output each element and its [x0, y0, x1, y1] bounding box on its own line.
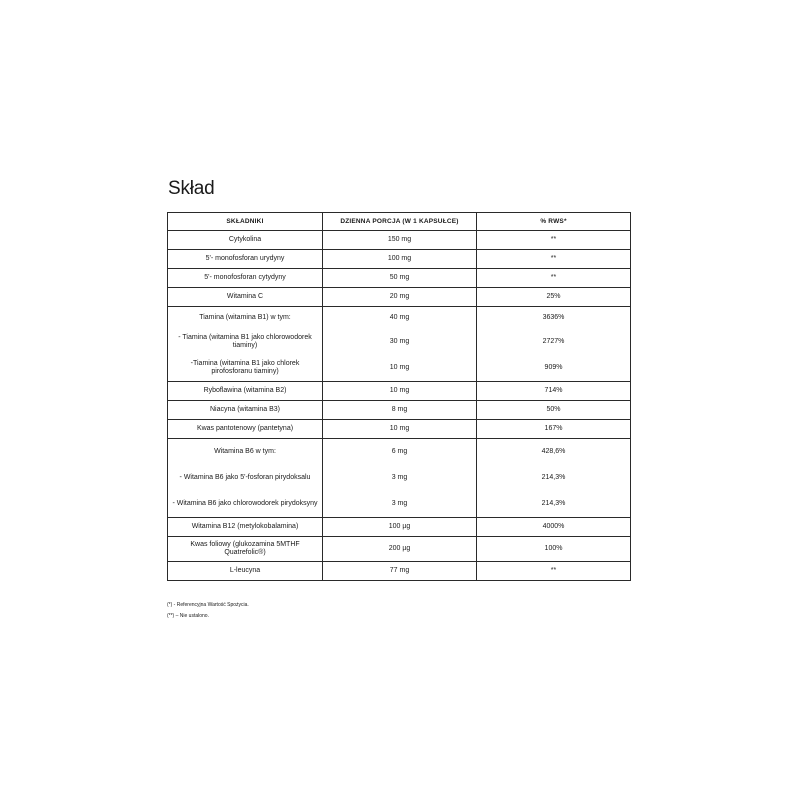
ingredient-rws: 2727%: [542, 338, 565, 345]
table-row-group-b6: [168, 439, 631, 518]
ingredient-rws: 428,6%: [541, 448, 566, 455]
page-title: Skład: [168, 178, 215, 199]
ingredient-dose: 40 mg: [389, 314, 410, 321]
ingredient-name: -Tiamina (witamina B1 jako chlorek pirofosforanu tiaminy): [190, 360, 300, 375]
table-row: [168, 420, 631, 439]
ingredient-rws: 25%: [477, 288, 631, 307]
ingredients-table: [167, 212, 631, 581]
table-row: [168, 250, 631, 269]
table-row: [168, 401, 631, 420]
ingredient-rws: 714%: [477, 382, 631, 401]
ingredient-rws: **: [477, 562, 631, 581]
table-row: [168, 288, 631, 307]
ingredient-name: Witamina C: [168, 288, 323, 307]
ingredient-dose: 20 mg: [323, 288, 477, 307]
column-header-daily-dose: DZIENNA PORCJA (W 1 KAPSUŁCE): [323, 213, 477, 231]
ingredient-rws: 214,3%: [541, 474, 566, 481]
column-header-rws: % RWS*: [477, 213, 631, 231]
ingredient-name: - Witamina B6 jako 5'-fosforan pirydoksalu: [179, 474, 311, 481]
ingredient-rws: 4000%: [477, 518, 631, 537]
ingredient-dose-group: [323, 439, 477, 518]
ingredient-name: Kwas foliowy (glukozamina 5MTHF Quatrefolic®): [168, 537, 323, 562]
table-header-row: [168, 213, 631, 231]
ingredient-name: Cytykolina: [168, 231, 323, 250]
ingredient-name-group: [168, 439, 323, 518]
ingredient-name: - Witamina B6 jako chlorowodorek pirydoksyny: [172, 500, 318, 507]
footnote-rws: (*) - Referencyjna Wartość Spożycia.: [167, 602, 249, 608]
ingredient-name: - Tiamina (witamina B1 jako chlorowodorek tiaminy): [178, 334, 312, 349]
ingredient-name: Witamina B12 (metylokobalamina): [168, 518, 323, 537]
table-row: [168, 562, 631, 581]
ingredient-name: 5'- monofosforan cytydyny: [168, 269, 323, 288]
table-row: [168, 518, 631, 537]
ingredient-dose: 77 mg: [323, 562, 477, 581]
ingredient-rws: **: [477, 231, 631, 250]
table-row: [168, 231, 631, 250]
ingredient-name: Niacyna (witamina B3): [168, 401, 323, 420]
ingredient-name: Kwas pantotenowy (pantetyna): [168, 420, 323, 439]
ingredient-dose: 10 mg: [389, 364, 410, 371]
table-row: [168, 269, 631, 288]
ingredient-rws-group: [477, 439, 631, 518]
ingredient-dose: 150 mg: [323, 231, 477, 250]
ingredient-dose: 100 µg: [323, 518, 477, 537]
table-row: [168, 537, 631, 562]
ingredient-dose: 8 mg: [323, 401, 477, 420]
ingredient-name-group: [168, 307, 323, 382]
ingredient-dose: 50 mg: [323, 269, 477, 288]
ingredient-rws: 214,3%: [541, 500, 566, 507]
table-row: [168, 382, 631, 401]
ingredient-dose-group: [323, 307, 477, 382]
ingredient-dose: 30 mg: [389, 338, 410, 345]
ingredient-rws: 50%: [477, 401, 631, 420]
footnote-not-established: (**) – Nie ustalono.: [167, 613, 209, 619]
ingredient-name: Ryboflawina (witamina B2): [168, 382, 323, 401]
ingredient-rws-group: [477, 307, 631, 382]
ingredient-name: Witamina B6 w tym:: [214, 448, 276, 455]
ingredient-dose: 200 µg: [323, 537, 477, 562]
ingredient-dose: 100 mg: [323, 250, 477, 269]
ingredient-dose: 10 mg: [323, 420, 477, 439]
ingredient-dose: 3 mg: [391, 500, 408, 507]
ingredient-rws: 909%: [544, 364, 563, 371]
ingredient-rws: 3636%: [542, 314, 565, 321]
ingredient-name: Tiamina (witamina B1) w tym:: [199, 314, 291, 321]
ingredient-dose: 10 mg: [323, 382, 477, 401]
column-header-ingredients: SKŁADNIKI: [168, 213, 323, 231]
ingredient-dose: 3 mg: [391, 474, 408, 481]
ingredient-name: 5'- monofosforan urydyny: [168, 250, 323, 269]
ingredient-rws: **: [477, 250, 631, 269]
table-row-group-b1: [168, 307, 631, 382]
ingredient-rws: 100%: [477, 537, 631, 562]
ingredient-name: L-leucyna: [168, 562, 323, 581]
ingredient-rws: 167%: [477, 420, 631, 439]
ingredient-rws: **: [477, 269, 631, 288]
ingredient-dose: 6 mg: [391, 448, 408, 455]
